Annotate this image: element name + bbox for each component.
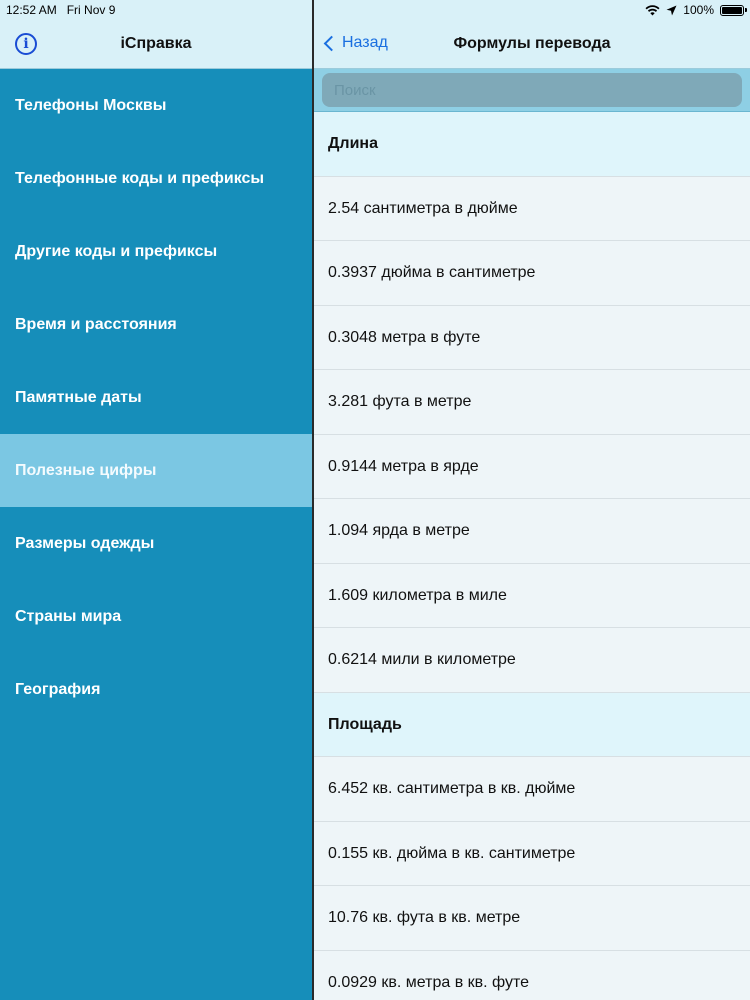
detail-panel <box>314 0 750 1000</box>
section-header: Площадь <box>314 693 750 758</box>
section-header: Длина <box>314 112 750 177</box>
table-row[interactable]: 0.155 кв. дюйма в кв. сантиметре <box>314 822 750 887</box>
table-row[interactable]: 0.3937 дюйма в сантиметре <box>314 241 750 306</box>
info-icon[interactable]: i <box>15 33 37 55</box>
app-title: iСправка <box>120 35 192 52</box>
category-item-7[interactable]: Страны мира <box>15 608 122 625</box>
location-arrow-icon <box>666 5 677 16</box>
status-bar <box>0 0 750 20</box>
table-row[interactable]: 6.452 кв. сантиметра в кв. дюйме <box>314 757 750 822</box>
table-row[interactable]: 3.281 фута в метре <box>314 370 750 435</box>
status-date: Fri Nov 9 <box>66 3 116 17</box>
category-item-1[interactable]: Телефонные коды и префиксы <box>15 170 265 187</box>
table-row[interactable]: 0.9144 метра в ярде <box>314 435 750 500</box>
table-row[interactable]: 0.3048 метра в футе <box>314 306 750 371</box>
category-item-2[interactable]: Другие коды и префиксы <box>15 243 218 260</box>
back-button-label: Назад <box>342 34 388 51</box>
table-row[interactable]: 2.54 сантиметра в дюйме <box>314 177 750 242</box>
category-list <box>0 69 312 726</box>
category-item-0[interactable]: Телефоны Москвы <box>15 97 167 114</box>
table-row[interactable]: 1.094 ярда в метре <box>314 499 750 564</box>
master-panel <box>0 0 312 1000</box>
category-item-8[interactable]: География <box>15 681 101 698</box>
category-item-5-selected[interactable]: Полезные цифры <box>0 434 312 507</box>
table-row[interactable]: 0.0929 кв. метра в кв. футе <box>314 951 750 1000</box>
battery-icon <box>720 5 744 16</box>
category-item-4[interactable]: Памятные даты <box>15 389 142 406</box>
table-row[interactable]: 10.76 кв. фута в кв. метре <box>314 886 750 951</box>
battery-percentage: 100% <box>683 3 714 17</box>
table-row[interactable]: 1.609 километра в миле <box>314 564 750 629</box>
detail-title: Формулы перевода <box>453 35 611 52</box>
table-row[interactable]: 0.6214 мили в километре <box>314 628 750 693</box>
status-time: 12:52 AM <box>6 3 57 17</box>
search-bar <box>314 69 750 112</box>
category-item-6[interactable]: Размеры одежды <box>15 535 155 552</box>
category-item-3[interactable]: Время и расстояния <box>15 316 177 333</box>
search-input[interactable] <box>322 73 742 107</box>
wifi-icon <box>645 5 660 16</box>
formula-table <box>314 112 750 1000</box>
